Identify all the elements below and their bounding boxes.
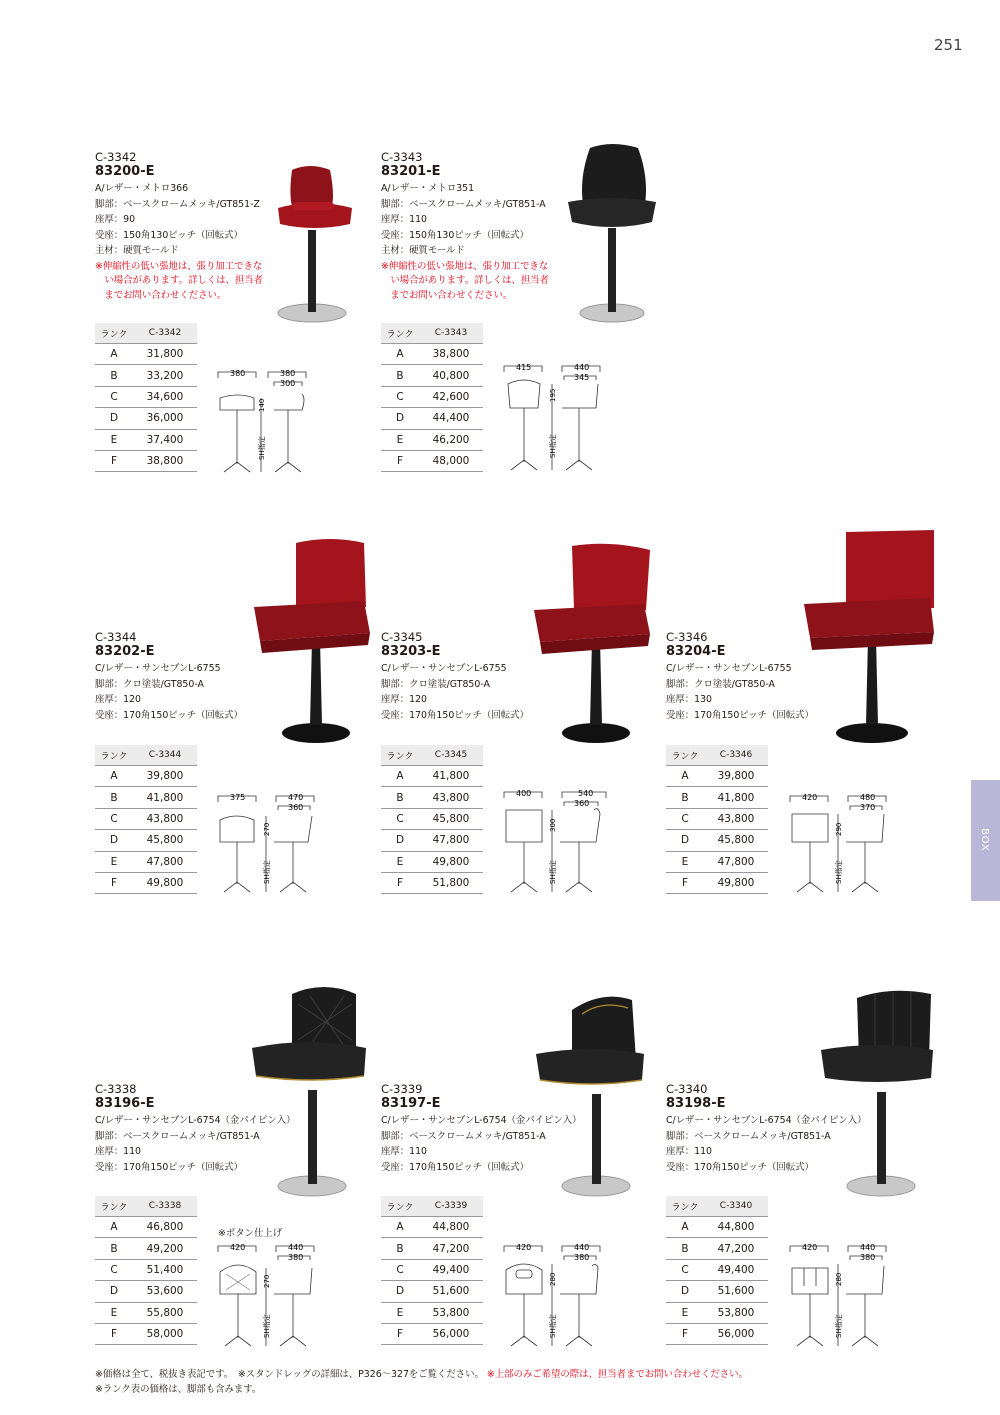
dim-seat-height: SH指定 xyxy=(549,1314,557,1338)
table-row: F 56,000 xyxy=(666,1323,768,1344)
table-row: D 53,600 xyxy=(95,1281,197,1302)
table-row: A 39,800 xyxy=(95,766,197,787)
table-row: D 51,600 xyxy=(666,1281,768,1302)
dim-depth: 540 xyxy=(578,789,594,798)
table-row: C 43,800 xyxy=(95,808,197,829)
dim-seat-depth: 370 xyxy=(860,803,876,812)
chair-photo xyxy=(532,990,652,1202)
dim-back-height: 270 xyxy=(263,1274,271,1288)
spec-line: 座厚：110 xyxy=(381,1146,428,1157)
table-row: D 45,800 xyxy=(666,830,768,851)
table-header-rank: ランク xyxy=(95,1196,133,1217)
table-header-rank: ランク xyxy=(95,323,133,344)
table-row: E 37,400 xyxy=(95,429,197,450)
product-code: C-3345 xyxy=(381,630,423,644)
spec-line: C/レザー・サンセブンL-6755 xyxy=(381,663,507,674)
chair-photo xyxy=(560,140,660,330)
table-row: B 49,200 xyxy=(95,1238,197,1259)
table-header-rank: ランク xyxy=(381,323,419,344)
spec-line: C/レザー・サンセブンL-6754（金パイピン入） xyxy=(95,1115,296,1126)
section-tab[interactable] xyxy=(971,780,1000,901)
warning-note: ※伸縮性の低い張地は、張り加工できな い場合があります。詳しくは、担当者 までお問い合わせください。 xyxy=(95,260,264,301)
spec-line: 座厚：130 xyxy=(666,694,713,705)
table-header-rank: ランク xyxy=(381,1196,419,1217)
footnote-line-2: ※ランク表の価格は、脚部も含みます。 xyxy=(95,1384,262,1395)
footnote-top-only: ※上部のみご希望の際は、担当者までお問い合わせください。 xyxy=(486,1369,748,1380)
dim-seat-depth: 380 xyxy=(860,1253,876,1262)
chair-photo xyxy=(250,535,375,750)
price-table xyxy=(381,1196,483,1345)
dim-seat-depth: 380 xyxy=(288,1253,304,1262)
table-row: F 49,800 xyxy=(95,872,197,893)
dimension-drawing xyxy=(500,362,610,476)
dim-seat-height: SH指定 xyxy=(263,1314,271,1338)
table-header-code: C-3346 xyxy=(704,745,768,766)
dim-depth: 470 xyxy=(288,793,304,802)
dim-back-height: 280 xyxy=(549,1272,557,1286)
spec-line: 受座：170角150ピッチ（回転式） xyxy=(95,709,243,721)
table-header-rank: ランク xyxy=(381,745,419,766)
spec-line: 脚部：ベースクロームメッキ/GT851-A xyxy=(666,1130,831,1142)
spec-line: 座厚：90 xyxy=(95,214,136,225)
dim-seat-height: SH指定 xyxy=(549,434,557,458)
dimension-drawing xyxy=(786,1242,896,1348)
product-code: C-3343 xyxy=(381,150,423,164)
table-row: A 46,800 xyxy=(95,1217,197,1238)
chair-photo xyxy=(270,160,360,330)
dim-seat-height: SH指定 xyxy=(549,860,557,884)
dim-depth: 440 xyxy=(574,1243,590,1252)
dim-back-height: 140 xyxy=(258,398,266,412)
chair-photo xyxy=(248,980,373,1202)
product-code: C-3342 xyxy=(95,150,137,164)
spec-line: C/レザー・サンセブンL-6755 xyxy=(95,663,221,674)
table-row: A 31,800 xyxy=(95,344,197,365)
dimension-drawing xyxy=(500,788,615,894)
dim-depth: 440 xyxy=(574,363,590,372)
product-code: C-3340 xyxy=(666,1082,708,1096)
table-row: D 45,800 xyxy=(95,830,197,851)
spec-line: 受座：150角130ピッチ（回転式） xyxy=(381,229,529,241)
spec-line: 受座：170角150ピッチ（回転式） xyxy=(381,1161,529,1173)
dim-back-height: 290 xyxy=(835,822,843,836)
table-header-code: C-3338 xyxy=(133,1196,197,1217)
dim-back-height: 270 xyxy=(263,822,271,836)
spec-line: 脚部：ベースクロームメッキ/GT851-Z xyxy=(95,198,260,210)
spec-line: C/レザー・サンセブンL-6755 xyxy=(666,663,792,674)
button-finish-note: ※ボタン仕上げ xyxy=(218,1228,283,1239)
spec-line: 座厚：120 xyxy=(381,694,428,705)
warning-note: ※伸縮性の低い張地は、張り加工できな い場合があります。詳しくは、担当者 までお問い合わせください。 xyxy=(381,260,550,301)
price-table xyxy=(381,323,483,472)
table-row: C 49,400 xyxy=(666,1259,768,1280)
spec-line: A/レザー・メトロ366 xyxy=(95,183,189,194)
chair-photo xyxy=(530,540,655,750)
product-model: 83203-E xyxy=(381,644,441,659)
table-row: F 38,800 xyxy=(95,450,197,471)
footnote-line-1 xyxy=(95,1366,748,1380)
product-code: C-3339 xyxy=(381,1082,423,1096)
table-row: F 49,800 xyxy=(666,872,768,893)
spec-line: 主材：硬質モールド xyxy=(95,245,179,256)
footnote-tax-stand: ※価格は全て、税抜き表記です。 ※スタンドレッグの詳細は、P326～327をご覧ください。 xyxy=(95,1369,484,1380)
spec-line: 座厚：110 xyxy=(95,1146,142,1157)
table-row: B 47,200 xyxy=(666,1238,768,1259)
table-row: B 40,800 xyxy=(381,365,483,386)
dim-seat-depth: 380 xyxy=(574,1253,590,1262)
page-number: 251 xyxy=(934,36,963,54)
table-header-code: C-3340 xyxy=(704,1196,768,1217)
table-header-rank: ランク xyxy=(95,745,133,766)
price-table xyxy=(95,1196,197,1345)
spec-line: 受座：170角150ピッチ（回転式） xyxy=(666,1161,814,1173)
dim-depth: 440 xyxy=(860,1243,876,1252)
spec-line: 脚部：ベースクロームメッキ/GT851-A xyxy=(381,1130,546,1142)
table-row: B 43,800 xyxy=(381,787,483,808)
spec-line: 脚部：ベースクロームメッキ/GT851-A xyxy=(381,198,546,210)
spec-line: 主材：硬質モールド xyxy=(381,245,465,256)
dim-seat-depth: 360 xyxy=(574,799,590,808)
spec-line: C/レザー・サンセブンL-6754（金パイピン入） xyxy=(666,1115,867,1126)
table-row: E 53,800 xyxy=(666,1302,768,1323)
table-row: D 44,400 xyxy=(381,408,483,429)
table-row: B 41,800 xyxy=(666,787,768,808)
table-row: C 49,400 xyxy=(381,1259,483,1280)
table-row: F 51,800 xyxy=(381,872,483,893)
table-row: C 45,800 xyxy=(381,808,483,829)
dimension-drawing xyxy=(214,1242,324,1348)
product-model: 83196-E xyxy=(95,1096,155,1111)
dim-width: 420 xyxy=(516,1243,532,1252)
product-model: 83200-E xyxy=(95,164,155,179)
table-row: F 48,000 xyxy=(381,450,483,471)
spec-line: 受座：150角130ピッチ（回転式） xyxy=(95,229,243,241)
price-table xyxy=(666,1196,768,1345)
dim-seat-depth: 360 xyxy=(288,803,304,812)
table-row: C 43,800 xyxy=(666,808,768,829)
price-table xyxy=(95,745,197,894)
spec-line: 受座：170角150ピッチ（回転式） xyxy=(381,709,529,721)
dimension-drawing xyxy=(214,368,324,478)
dimension-drawing xyxy=(500,1242,610,1348)
spec-line: C/レザー・サンセブンL-6754（金パイピン入） xyxy=(381,1115,582,1126)
spec-line: 脚部：ベースクロームメッキ/GT851-A xyxy=(95,1130,260,1142)
table-row: A 44,800 xyxy=(381,1217,483,1238)
table-row: C 34,600 xyxy=(95,386,197,407)
table-row: F 56,000 xyxy=(381,1323,483,1344)
table-row: D 51,600 xyxy=(381,1281,483,1302)
spec-line: 受座：170角150ピッチ（回転式） xyxy=(666,709,814,721)
dim-width: 375 xyxy=(230,793,246,802)
product-model: 83204-E xyxy=(666,644,726,659)
table-row: E 55,800 xyxy=(95,1302,197,1323)
table-header-rank: ランク xyxy=(666,1196,704,1217)
table-row: A 41,800 xyxy=(381,766,483,787)
table-row: B 47,200 xyxy=(381,1238,483,1259)
dim-width: 420 xyxy=(802,1243,818,1252)
spec-line: 受座：170角150ピッチ（回転式） xyxy=(95,1161,243,1173)
table-row: A 39,800 xyxy=(666,766,768,787)
table-header-rank: ランク xyxy=(666,745,704,766)
table-header-code: C-3339 xyxy=(419,1196,483,1217)
table-header-code: C-3343 xyxy=(419,323,483,344)
table-row: E 47,800 xyxy=(95,851,197,872)
table-row: D 36,000 xyxy=(95,408,197,429)
product-model: 83198-E xyxy=(666,1096,726,1111)
table-header-code: C-3344 xyxy=(133,745,197,766)
table-row: E 53,800 xyxy=(381,1302,483,1323)
chair-photo xyxy=(817,984,942,1202)
dim-seat-depth: 300 xyxy=(280,379,296,388)
product-model: 83202-E xyxy=(95,644,155,659)
dim-back-height: 300 xyxy=(549,818,557,832)
table-row: E 47,800 xyxy=(666,851,768,872)
dim-width: 380 xyxy=(230,369,246,378)
table-row: A 44,800 xyxy=(666,1217,768,1238)
spec-line: 脚部：クロ塗装/GT850-A xyxy=(95,678,204,690)
product-model: 83201-E xyxy=(381,164,441,179)
price-table xyxy=(381,745,483,894)
table-row: C 42,600 xyxy=(381,386,483,407)
dim-depth: 440 xyxy=(288,1243,304,1252)
product-code: C-3338 xyxy=(95,1082,137,1096)
dim-seat-height: SH指定 xyxy=(258,436,266,460)
dim-width: 415 xyxy=(516,363,532,372)
chair-photo xyxy=(800,528,940,750)
spec-line: A/レザー・メトロ351 xyxy=(381,183,475,194)
dim-seat-height: SH指定 xyxy=(835,860,843,884)
table-row: B 41,800 xyxy=(95,787,197,808)
spec-line: 座厚：110 xyxy=(381,214,428,225)
table-row: C 51,400 xyxy=(95,1259,197,1280)
table-row: D 47,800 xyxy=(381,830,483,851)
table-row: F 58,000 xyxy=(95,1323,197,1344)
section-tab-label: BOX xyxy=(979,828,990,852)
spec-line: 脚部：クロ塗装/GT850-A xyxy=(666,678,775,690)
dim-seat-depth: 345 xyxy=(574,373,590,382)
product-code: C-3344 xyxy=(95,630,137,644)
table-header-code: C-3342 xyxy=(133,323,197,344)
dim-back-height: 280 xyxy=(835,1272,843,1286)
price-table xyxy=(666,745,768,894)
spec-line: 座厚：120 xyxy=(95,694,142,705)
price-table xyxy=(95,323,197,472)
table-row: E 46,200 xyxy=(381,429,483,450)
dimension-drawing xyxy=(786,792,896,894)
product-code: C-3346 xyxy=(666,630,708,644)
dim-width: 420 xyxy=(230,1243,246,1252)
product-model: 83197-E xyxy=(381,1096,441,1111)
dim-depth: 480 xyxy=(860,793,876,802)
spec-line: 座厚：110 xyxy=(666,1146,713,1157)
dim-width: 400 xyxy=(516,789,532,798)
dim-seat-height: SH指定 xyxy=(263,860,271,884)
dim-back-height: 195 xyxy=(549,388,557,402)
table-header-code: C-3345 xyxy=(419,745,483,766)
dim-seat-height: SH指定 xyxy=(835,1314,843,1338)
table-row: E 49,800 xyxy=(381,851,483,872)
table-row: A 38,800 xyxy=(381,344,483,365)
spec-line: 脚部：クロ塗装/GT850-A xyxy=(381,678,490,690)
dim-width: 420 xyxy=(802,793,818,802)
table-row: B 33,200 xyxy=(95,365,197,386)
dim-depth: 380 xyxy=(280,369,296,378)
dimension-drawing xyxy=(214,792,324,894)
